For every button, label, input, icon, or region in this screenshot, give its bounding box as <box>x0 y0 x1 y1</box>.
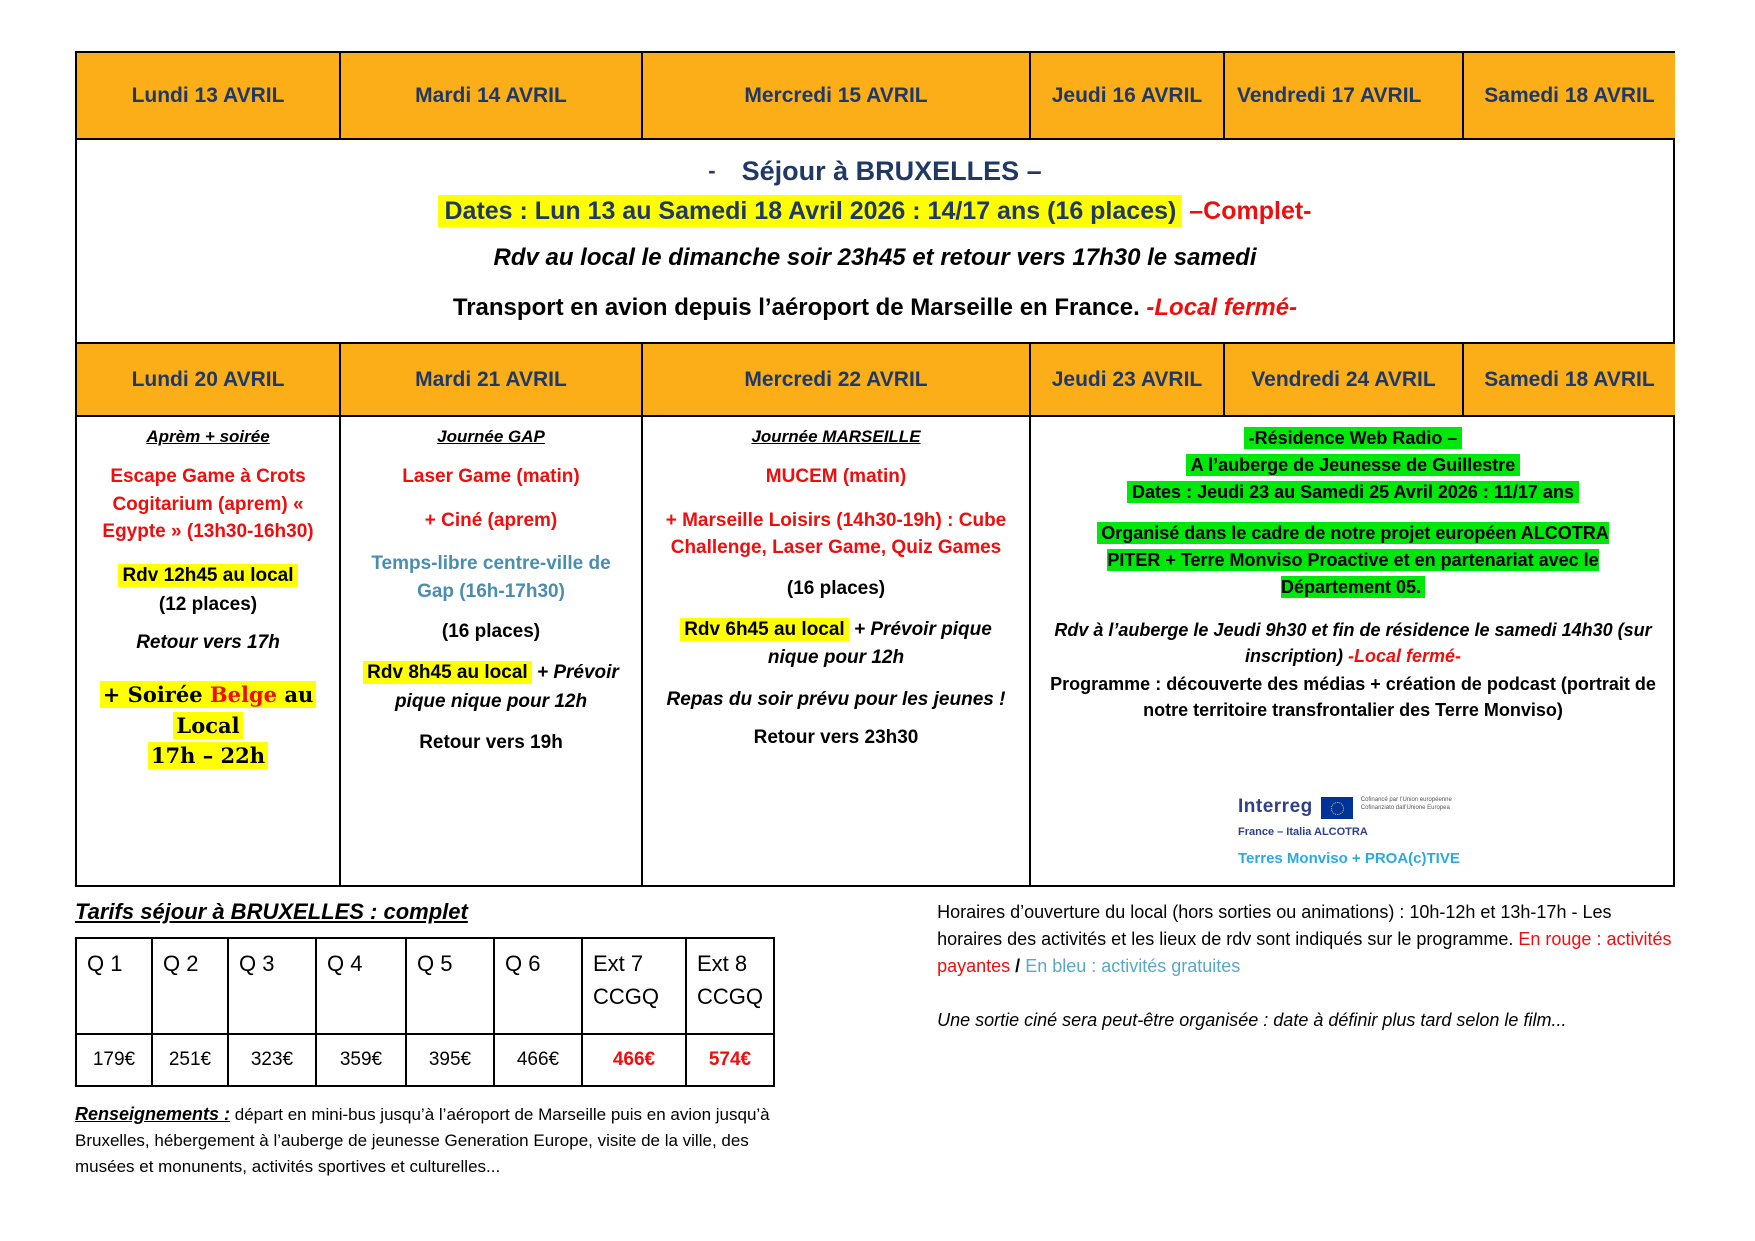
week1-header-row <box>77 53 1673 140</box>
monday-retour: Retour vers 17h <box>136 632 280 654</box>
renseignements-label: Renseignements : <box>75 1104 231 1124</box>
horaires-blue-note: En bleu : activités gratuites <box>1025 956 1241 976</box>
wednesday-rdv-suffix: + Prévoir pique nique pour 12h <box>767 618 992 669</box>
residence-rdv-text: Rdv à l’auberge le Jeudi 9h30 et fin de résidence le samedi 14h30 (sur inscription) <box>1054 620 1652 667</box>
residence-column <box>1031 417 1675 885</box>
wednesday-act1: MUCEM (matin) <box>765 466 907 487</box>
tarif-price-q1: 179€ <box>77 1035 153 1085</box>
tarif-price-q5: 395€ <box>407 1035 495 1085</box>
tuesday-act1: Laser Game (matin) <box>402 466 580 487</box>
residence-title-text: -Résidence Web Radio – <box>1244 427 1463 449</box>
alcotra-logo-text: France – Italia ALCOTRA <box>1238 826 1368 838</box>
day-header-jeudi16: Jeudi 16 AVRIL <box>1031 53 1225 140</box>
tarif-header-q2: Q 2 <box>153 939 229 1035</box>
residence-programme: Programme : découverte des médias + création de podcast (portrait de notre territoire transfrontalier des Terre Monviso) <box>1050 674 1656 721</box>
wednesday-rdv-highlight: Rdv 6h45 au local <box>680 618 849 641</box>
soiree-line2 <box>87 711 329 741</box>
wednesday-repas: Repas du soir prévu pour les jeunes ! <box>666 688 1006 710</box>
wednesday-retour: Retour vers 23h30 <box>753 726 919 748</box>
local-ferme-text: -Local fermé- <box>1146 294 1298 321</box>
sejour-dates-line <box>101 197 1649 226</box>
day-header-jeudi23: Jeudi 23 AVRIL <box>1031 344 1225 417</box>
monday-places: (12 places) <box>158 594 258 616</box>
sejour-transport-line <box>101 294 1649 322</box>
tuesday-places: (16 places) <box>441 621 541 643</box>
tuesday-rdv-suffix: + Prévoir pique nique pour 12h <box>394 662 619 712</box>
calendar-table <box>75 51 1675 887</box>
tarif-header-q5: Q 5 <box>407 939 495 1035</box>
soiree-post: au <box>277 682 314 708</box>
cine-note: Une sortie ciné sera peut-être organisée : date à définir plus tard selon le film... <box>937 1010 1567 1030</box>
monday-rdv-highlight: Rdv 12h45 au local <box>118 564 297 587</box>
week2-content-row <box>77 417 1673 885</box>
residence-place <box>1049 452 1657 479</box>
tarifs-title: Tarifs séjour à BRUXELLES : complet <box>75 899 468 924</box>
tarif-price-ext8: 574€ <box>708 1049 752 1070</box>
tarif-header-ext7: Ext 7 CCGQ <box>583 939 687 1035</box>
monday-column <box>77 417 341 885</box>
day-header-mercredi22: Mercredi 22 AVRIL <box>643 344 1031 417</box>
eu-line2: Cofinanziato dall’Unione Europea <box>1360 805 1450 812</box>
soiree-line3 <box>87 741 329 771</box>
tuesday-rdv-highlight: Rdv 8h45 au local <box>363 661 532 684</box>
residence-rdv <box>1049 617 1657 669</box>
tarif-price-ext7: 466€ <box>583 1035 687 1085</box>
day-header-samedi18: Samedi 18 AVRIL <box>1464 53 1675 140</box>
bottom-section <box>75 897 1677 1180</box>
renseignements-paragraph <box>75 1101 782 1180</box>
tuesday-rdv-line <box>351 659 631 716</box>
eu-cofinance-text <box>1361 796 1452 812</box>
title-dash: - <box>708 158 716 183</box>
day-header-vendredi17: Vendredi 17 AVRIL <box>1225 53 1464 140</box>
horaires-text: Horaires d’ouverture du local (hors sorties ou animations) : 10h-12h et 13h-17h - Les horaires des activités et les lieux de rdv sont indiqués sur le programme. <box>937 902 1612 949</box>
residence-ferme-text: -Local fermé- <box>1347 646 1462 667</box>
week2-header-row <box>77 344 1673 417</box>
horaires-section <box>937 897 1677 1180</box>
day-header-samedi18-2: Samedi 18 AVRIL <box>1464 344 1675 417</box>
residence-org-text: Organisé dans le cadre de notre projet européen ALCOTRA PITER + Terre Monviso Proactive et en partenariat avec le Département 05. <box>1097 522 1608 598</box>
residence-title <box>1049 425 1657 452</box>
horaires-separator: / <box>1010 956 1026 976</box>
wednesday-column <box>643 417 1031 885</box>
tuesday-header: Journée GAP <box>437 427 545 446</box>
wednesday-act2: + Marseille Loisirs (14h30-19h) : Cube Challenge, Laser Game, Quiz Games <box>665 509 1007 559</box>
wednesday-header: Journée MARSEILLE <box>751 427 921 446</box>
monday-header: Aprèm + soirée <box>146 427 270 446</box>
tarif-header-ext8: Ext 8 CCGQ <box>687 939 773 1035</box>
monday-activity: Escape Game à Crots Cogitarium (aprem) « Egypte » (13h30-16h30) <box>102 466 314 543</box>
residence-dates <box>1049 479 1657 506</box>
day-header-vendredi24: Vendredi 24 AVRIL <box>1225 344 1464 417</box>
soiree-pre: + Soirée <box>102 682 210 708</box>
renseignements-text: départ en mini-bus jusqu’à l’aéroport de Marseille puis en avion jusqu’à Bruxelles, hébergement à l’auberge de jeunesse Generation Europe, visite de la ville, des musées et monunents, activités sportives et culturelles... <box>75 1105 770 1177</box>
tarifs-table <box>75 937 775 1087</box>
tarif-price-q6: 466€ <box>495 1035 583 1085</box>
interreg-logo-row <box>1238 796 1468 819</box>
wednesday-places: (16 places) <box>786 577 886 599</box>
wednesday-rdv-line <box>653 616 1019 673</box>
tarif-header-q4: Q 4 <box>317 939 407 1035</box>
residence-org <box>1079 520 1627 601</box>
day-header-mercredi15: Mercredi 15 AVRIL <box>643 53 1031 140</box>
eu-line1: Cofinancé par l’Union européenne <box>1360 797 1452 803</box>
horaires-red-note: En rouge : activités payantes <box>937 929 1672 976</box>
day-header-lundi20: Lundi 20 AVRIL <box>77 344 341 417</box>
tarif-price-q3: 323€ <box>229 1035 317 1085</box>
residence-place-text: A l’auberge de Jeunesse de Guillestre <box>1186 454 1520 476</box>
soiree-local: Local <box>173 712 242 739</box>
sejour-rdv-line: Rdv au local le dimanche soir 23h45 et retour vers 17h30 le samedi <box>493 244 1257 271</box>
tuesday-retour: Retour vers 19h <box>419 732 563 754</box>
monday-rdv-line <box>87 562 329 591</box>
sejour-title-text: Séjour à BRUXELLES – <box>741 156 1042 186</box>
monviso-logo-text: Terres Monviso + PROA(c)TIVE <box>1238 850 1460 867</box>
sejour-complet: –Complet- <box>1189 197 1312 225</box>
interreg-logo-block <box>1238 776 1468 867</box>
transport-text: Transport en avion depuis l’aéroport de Marseille en France. <box>452 294 1140 321</box>
tarifs-section <box>75 897 782 1180</box>
day-header-lundi13: Lundi 13 AVRIL <box>77 53 341 140</box>
tuesday-temps-libre: Temps-libre centre-ville de Gap (16h-17h30) <box>371 553 611 602</box>
tarif-header-q1: Q 1 <box>77 939 153 1035</box>
tarif-header-q3: Q 3 <box>229 939 317 1035</box>
tarif-price-q2: 251€ <box>153 1035 229 1085</box>
sejour-dates-highlight: Dates : Lun 13 au Samedi 18 Avril 2026 : 14/17 ans (16 places) <box>438 195 1182 227</box>
sejour-title <box>101 156 1649 187</box>
interreg-logo-text: Interreg <box>1238 796 1313 817</box>
sejour-bruxelles-cell <box>77 140 1673 344</box>
day-header-mardi21: Mardi 21 AVRIL <box>341 344 643 417</box>
soiree-time: 17h – 22h <box>148 742 268 769</box>
residence-dates-text: Dates : Jeudi 23 au Samedi 25 Avril 2026 : 11/17 ans <box>1127 481 1579 503</box>
soiree-belge: Belge <box>209 682 278 708</box>
monday-soiree-block <box>87 680 329 771</box>
tarif-price-q4: 359€ <box>317 1035 407 1085</box>
day-header-mardi14: Mardi 14 AVRIL <box>341 53 643 140</box>
tuesday-act2: + Ciné (aprem) <box>424 509 558 531</box>
soiree-line1 <box>87 680 329 710</box>
horaires-paragraph <box>937 899 1677 980</box>
tarif-header-q6: Q 6 <box>495 939 583 1035</box>
eu-flag-icon <box>1321 797 1353 819</box>
tuesday-column <box>341 417 643 885</box>
